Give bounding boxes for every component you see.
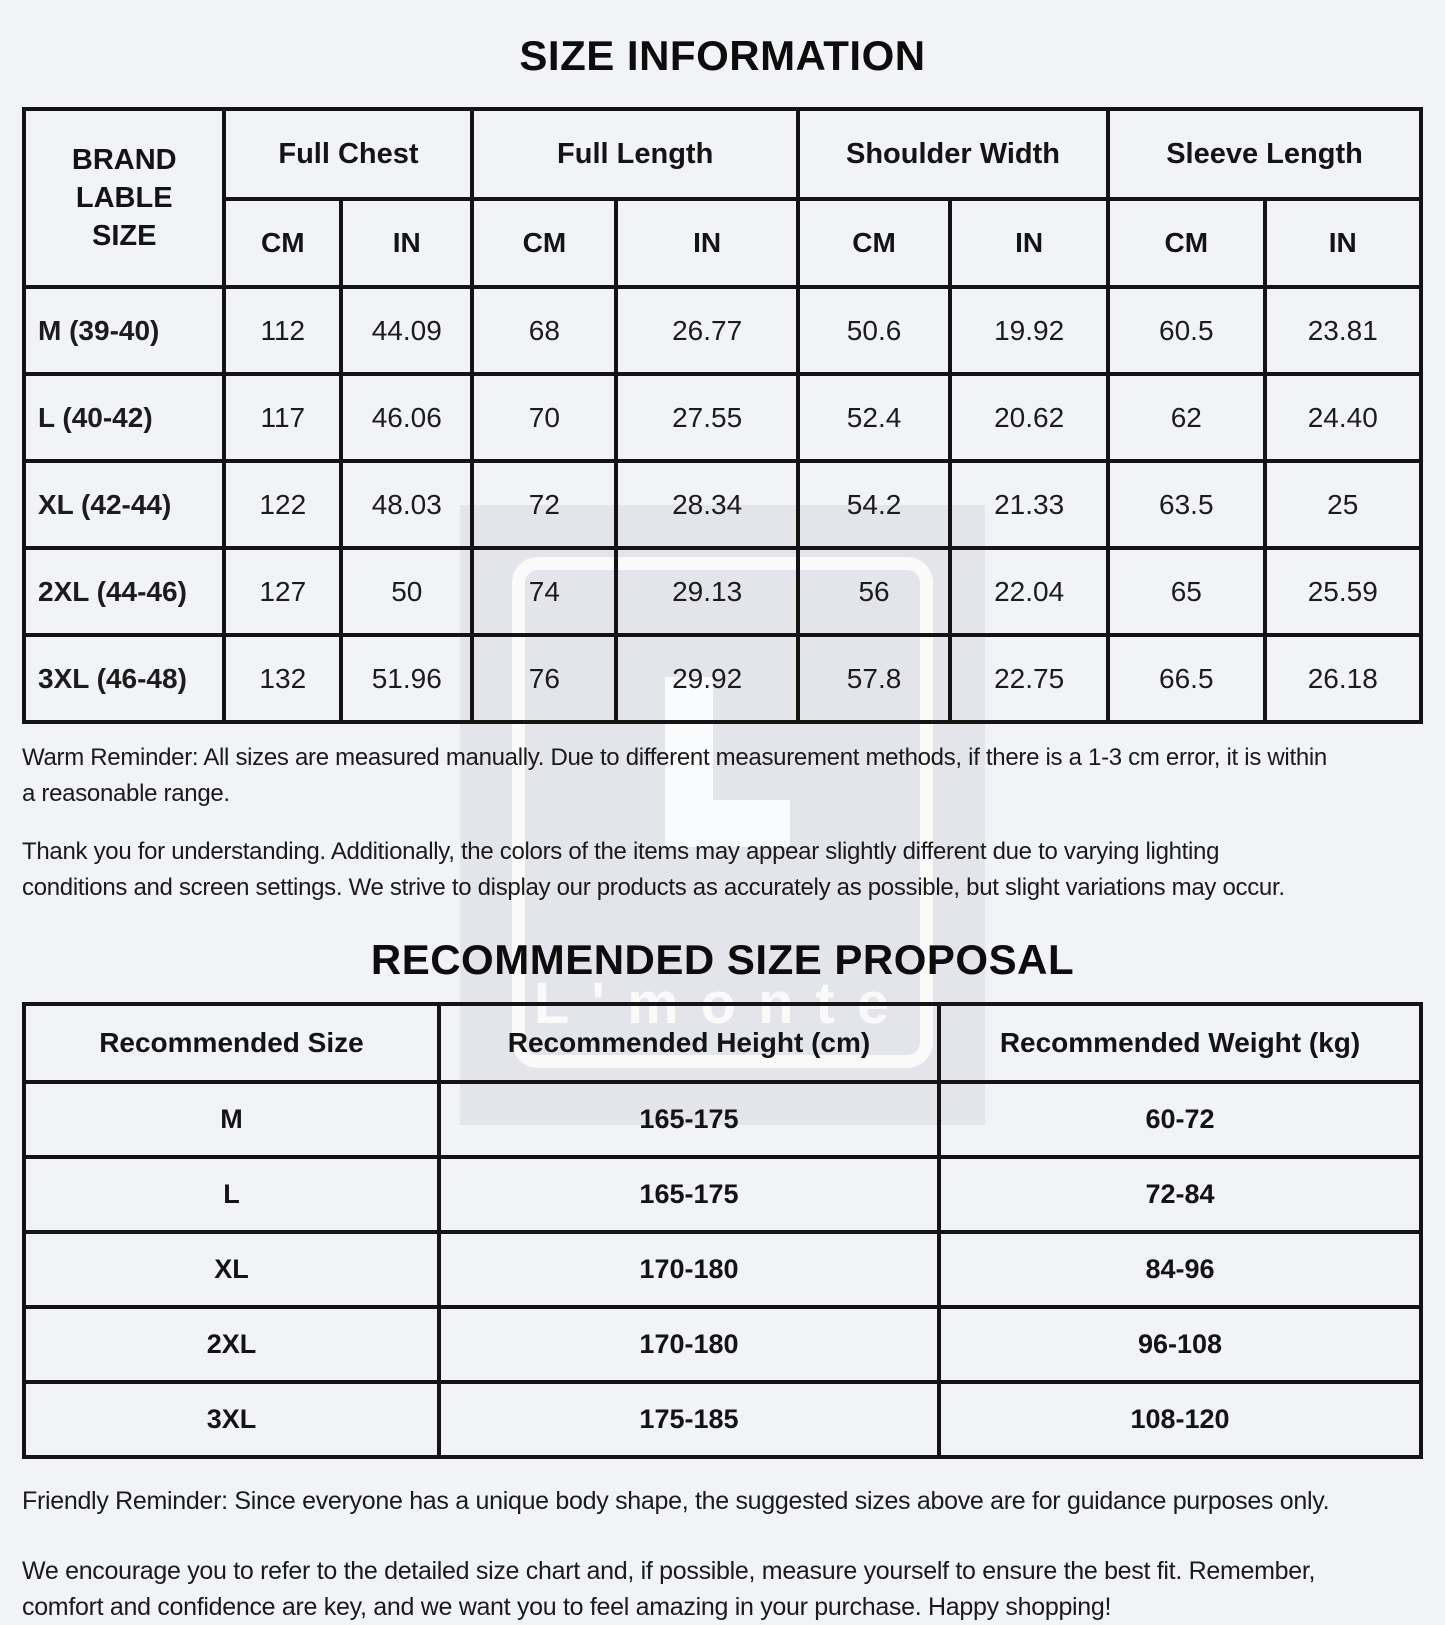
value-cell: 26.18 bbox=[1265, 635, 1422, 722]
value-cell: 51.96 bbox=[341, 635, 472, 722]
value-cell: 62 bbox=[1108, 374, 1264, 461]
height-cell: 175-185 bbox=[439, 1382, 939, 1457]
value-cell: 29.13 bbox=[616, 548, 798, 635]
column-header-height: Recommended Height (cm) bbox=[439, 1004, 939, 1082]
value-cell: 70 bbox=[472, 374, 616, 461]
height-cell: 170-180 bbox=[439, 1307, 939, 1382]
unit-header: IN bbox=[616, 199, 798, 287]
weight-cell: 96-108 bbox=[939, 1307, 1421, 1382]
unit-header: CM bbox=[472, 199, 616, 287]
value-cell: 50 bbox=[341, 548, 472, 635]
size-cell: 2XL bbox=[24, 1307, 439, 1382]
value-cell: 46.06 bbox=[341, 374, 472, 461]
unit-header: IN bbox=[1265, 199, 1422, 287]
value-cell: 25 bbox=[1265, 461, 1422, 548]
note-line: Thank you for understanding. Additionally, the colors of the items may appear slightly different due to varying lighting bbox=[22, 838, 1220, 865]
note-line: Warm Reminder: All sizes are measured manually. Due to different measurement methods, if there is a 1-3 cm error, it is within bbox=[22, 744, 1327, 771]
value-cell: 54.2 bbox=[798, 461, 950, 548]
size-label: L (40-42) bbox=[24, 374, 224, 461]
group-header-shoulder-width: Shoulder Width bbox=[798, 109, 1108, 199]
recommended-size-table bbox=[22, 1002, 1423, 1459]
weight-cell: 108-120 bbox=[939, 1382, 1421, 1457]
note-line: a reasonable range. bbox=[22, 780, 230, 807]
value-cell: 65 bbox=[1108, 548, 1264, 635]
size-cell: L bbox=[24, 1157, 439, 1232]
note-line: conditions and screen settings. We strive to display our products as accurately as possible, but slight variations may occur. bbox=[22, 874, 1285, 901]
value-cell: 68 bbox=[472, 287, 616, 374]
size-label: XL (42-44) bbox=[24, 461, 224, 548]
value-cell: 57.8 bbox=[798, 635, 950, 722]
height-cell: 170-180 bbox=[439, 1232, 939, 1307]
value-cell: 117 bbox=[224, 374, 341, 461]
watermark-brand-text: L'monte bbox=[533, 971, 912, 1036]
note-line: We encourage you to refer to the detailed size chart and, if possible, measure yourself to ensure the best fit. Remember, bbox=[22, 1557, 1316, 1585]
recommended-size-title: RECOMMENDED SIZE PROPOSAL bbox=[370, 936, 1075, 983]
color-disclaimer-note bbox=[22, 834, 1423, 906]
table-row bbox=[24, 461, 1421, 548]
unit-header: IN bbox=[341, 199, 472, 287]
table-row bbox=[24, 548, 1421, 635]
unit-header: CM bbox=[224, 199, 341, 287]
note-line: Friendly Reminder: Since everyone has a unique body shape, the suggested sizes above are for guidance purposes only. bbox=[22, 1487, 1330, 1515]
table-row bbox=[24, 1232, 1421, 1307]
column-header-weight: Recommended Weight (kg) bbox=[939, 1004, 1421, 1082]
value-cell: 24.40 bbox=[1265, 374, 1422, 461]
value-cell: 21.33 bbox=[950, 461, 1108, 548]
page-title: SIZE INFORMATION bbox=[519, 32, 926, 79]
value-cell: 52.4 bbox=[798, 374, 950, 461]
value-cell: 72 bbox=[472, 461, 616, 548]
height-cell: 165-175 bbox=[439, 1157, 939, 1232]
table-row bbox=[24, 635, 1421, 722]
value-cell: 76 bbox=[472, 635, 616, 722]
value-cell: 127 bbox=[224, 548, 341, 635]
unit-header: IN bbox=[950, 199, 1108, 287]
warm-reminder-note bbox=[22, 740, 1423, 812]
weight-cell: 84-96 bbox=[939, 1232, 1421, 1307]
value-cell: 19.92 bbox=[950, 287, 1108, 374]
value-cell: 29.92 bbox=[616, 635, 798, 722]
unit-header: CM bbox=[1108, 199, 1264, 287]
value-cell: 22.04 bbox=[950, 548, 1108, 635]
weight-cell: 72-84 bbox=[939, 1157, 1421, 1232]
encouragement-note bbox=[22, 1553, 1423, 1625]
value-cell: 28.34 bbox=[616, 461, 798, 548]
size-cell: M bbox=[24, 1082, 439, 1157]
size-cell: 3XL bbox=[24, 1382, 439, 1457]
table-row bbox=[24, 1082, 1421, 1157]
value-cell: 26.77 bbox=[616, 287, 798, 374]
table-row bbox=[24, 1307, 1421, 1382]
corner-header: BRAND LABLE SIZE bbox=[24, 109, 224, 287]
friendly-reminder-note bbox=[22, 1483, 1423, 1519]
size-label: 2XL (44-46) bbox=[24, 548, 224, 635]
table-row bbox=[24, 287, 1421, 374]
value-cell: 25.59 bbox=[1265, 548, 1422, 635]
table-row bbox=[24, 1382, 1421, 1457]
value-cell: 56 bbox=[798, 548, 950, 635]
size-information-table bbox=[22, 107, 1423, 724]
table-row bbox=[24, 374, 1421, 461]
value-cell: 74 bbox=[472, 548, 616, 635]
unit-header: CM bbox=[798, 199, 950, 287]
size-label: M (39-40) bbox=[24, 287, 224, 374]
value-cell: 27.55 bbox=[616, 374, 798, 461]
group-header-full-chest: Full Chest bbox=[224, 109, 472, 199]
value-cell: 63.5 bbox=[1108, 461, 1264, 548]
table-row bbox=[24, 1157, 1421, 1232]
note-line: comfort and confidence are key, and we want you to feel amazing in your purchase. Happy shopping! bbox=[22, 1593, 1112, 1621]
value-cell: 66.5 bbox=[1108, 635, 1264, 722]
value-cell: 22.75 bbox=[950, 635, 1108, 722]
weight-cell: 60-72 bbox=[939, 1082, 1421, 1157]
value-cell: 112 bbox=[224, 287, 341, 374]
value-cell: 122 bbox=[224, 461, 341, 548]
value-cell: 20.62 bbox=[950, 374, 1108, 461]
group-header-sleeve-length: Sleeve Length bbox=[1108, 109, 1421, 199]
value-cell: 44.09 bbox=[341, 287, 472, 374]
height-cell: 165-175 bbox=[439, 1082, 939, 1157]
value-cell: 48.03 bbox=[341, 461, 472, 548]
column-header-size: Recommended Size bbox=[24, 1004, 439, 1082]
value-cell: 60.5 bbox=[1108, 287, 1264, 374]
size-label: 3XL (46-48) bbox=[24, 635, 224, 722]
group-header-full-length: Full Length bbox=[472, 109, 798, 199]
value-cell: 132 bbox=[224, 635, 341, 722]
value-cell: 23.81 bbox=[1265, 287, 1422, 374]
value-cell: 50.6 bbox=[798, 287, 950, 374]
size-cell: XL bbox=[24, 1232, 439, 1307]
